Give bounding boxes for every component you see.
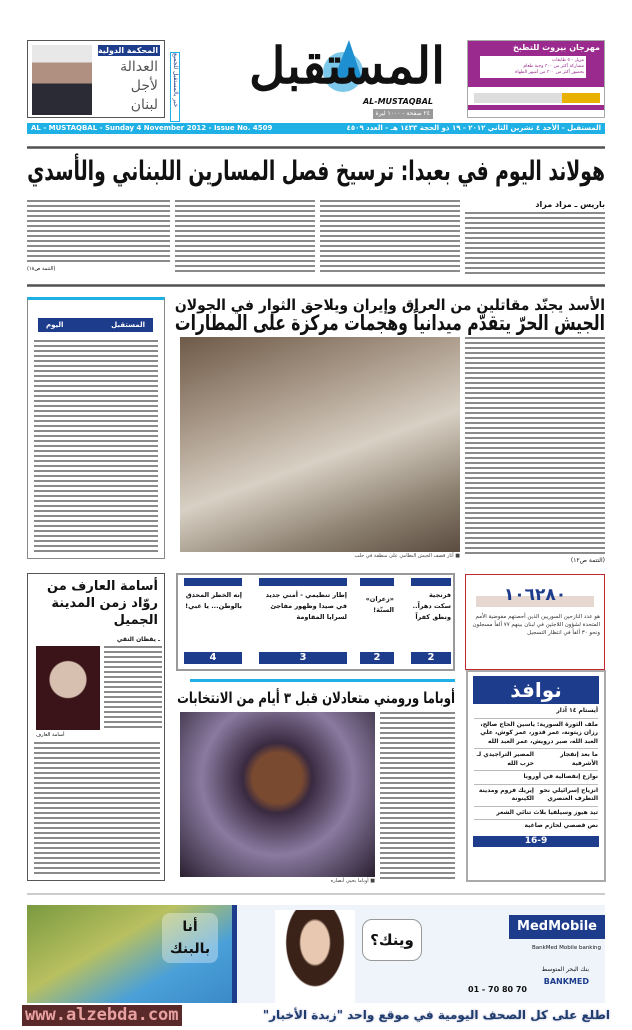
festival-ad[interactable] xyxy=(467,40,605,118)
bubble-2: وينك؟ xyxy=(362,919,422,961)
teaser-page: 2 xyxy=(360,652,394,664)
teaser-page: 2 xyxy=(411,652,451,664)
ad-bullet: بحضور أكثر من ٣٠٠ من أشهر الطهاة xyxy=(514,70,584,75)
ad-strip xyxy=(468,105,604,110)
pages-tag: ٢٤ صفحة - ١٠٠٠ ليرة xyxy=(373,109,433,119)
stat-text: هو عدد النازحين السوريين الذين أحصتهم مفوضية الأمم المتحدة لشؤون اللاجئين في لبنان بينهم ٧٧ ألفاً مسجلون ونحو ٣٠ ألفاً في انتظار التسجيل xyxy=(472,614,600,636)
teaser-page: 3 xyxy=(259,652,347,664)
medmobile-brand: MedMobile xyxy=(509,915,605,939)
ad-title: مهرجان بيروت للتطبخ xyxy=(513,43,600,52)
teaser-item[interactable] xyxy=(360,578,394,666)
nawafidh-item[interactable]: انزياح إسرائيلي نحو التطرف العنصري xyxy=(539,786,598,802)
stat-number: ١٠٦٢٨٠ xyxy=(476,583,594,607)
syria-headline: الجيش الحرّ يتقدّم ميدانياً وهجمات مركزة على المطارات xyxy=(174,311,605,335)
arif-text xyxy=(104,646,162,730)
arif-box xyxy=(27,573,165,881)
date-bar xyxy=(27,123,605,134)
date-en: AL - MUSTAQBAL - Sunday 4 November 2012 - Issue No. 4509 xyxy=(31,124,273,132)
ad-bullets xyxy=(480,56,586,78)
teaser-page: 4 xyxy=(184,652,242,664)
site-link[interactable]: www.alzebda.com xyxy=(22,1005,182,1026)
footer-promo: اطلع على كل الصحف اليومية في موقع واحد "زبدة الأخبار" xyxy=(262,1008,610,1022)
teaser-item[interactable] xyxy=(259,578,347,666)
divider xyxy=(27,284,605,287)
nawafidh-item[interactable]: أيستام ١٤ آذار xyxy=(474,705,598,719)
today-banner xyxy=(38,318,153,332)
ad-bullet: مزيل - ٥ طابقات xyxy=(552,58,584,63)
lead-column xyxy=(465,212,605,274)
nawafidh-box xyxy=(466,670,606,882)
nawafidh-title: نوافذ xyxy=(473,676,599,704)
obama-column xyxy=(380,712,455,882)
teaser-item[interactable] xyxy=(411,578,451,666)
logo-arabic: المستقبل xyxy=(249,36,445,95)
today-title: المستقبل xyxy=(111,321,145,329)
lead-column xyxy=(27,200,170,262)
obama-caption: ■ أوباما يحيي أنصاره xyxy=(330,878,375,884)
sponsor-logos xyxy=(474,93,600,103)
obama-photo xyxy=(180,712,375,877)
logo-english: AL-MUSTAQBAL xyxy=(362,97,433,106)
slogan-line: العدالة xyxy=(120,59,158,75)
arif-text xyxy=(34,742,160,876)
date-ar: المستقبل - الأحد ٤ تشرين الثاني ٢٠١٢ - ١٩ ذو الحجة ١٤٣٣ هـ - العدد ٤٥٠٩ xyxy=(346,124,601,132)
ad-header xyxy=(468,41,604,87)
ad-tagline: BankMed Mobile banking xyxy=(531,945,601,951)
nawafidh-item[interactable]: ملف الثورة السورية: ياسين الحاج صالح، رزان زيتونة، عمر قدور، عمر كوش، علي العبد الله، صبر درويش، عمر العبد الله xyxy=(474,719,598,750)
logo xyxy=(185,36,445,122)
teaser-text: فرنجية سكت دهراً.. ونطق كفراً xyxy=(412,591,451,621)
divider xyxy=(190,679,455,682)
syria-subhead: الأسد يجنّد مقاتلين من العراق وإيران ويلاحق الثوار في الجولان xyxy=(174,296,605,314)
hariri-photo xyxy=(32,45,92,115)
syria-column xyxy=(465,337,605,555)
bank-name-en: BANKMED xyxy=(543,977,589,986)
syria-photo xyxy=(180,337,460,552)
today-text xyxy=(34,340,158,555)
tribunal-box xyxy=(27,40,165,118)
syria-caption: ■ آثار قصف الجيش النظامي على منطقة في حلب xyxy=(354,553,460,559)
arif-caption: أسامة العارف xyxy=(36,732,65,738)
today-subtitle: اليوم xyxy=(46,321,64,329)
arif-photo xyxy=(36,646,100,730)
lead-column xyxy=(320,200,460,274)
tribunal-label: المحكمة الدولية xyxy=(98,46,159,55)
nawafidh-item[interactable]: نص قصصي لحازم صاغية xyxy=(524,822,598,829)
nawafidh-item[interactable]: إيريك فروم ومدينة الكينونة xyxy=(478,786,534,802)
arif-byline: ـ يقظان التقي xyxy=(116,636,160,643)
teaser-text: إطار تنظيمي - أمني جديد في صيدا وظهور مفاجئ لسرايا المقاومة xyxy=(265,591,347,621)
divider xyxy=(27,146,605,149)
bubble-1: أنا بالبنك xyxy=(162,913,218,963)
nawafidh-item[interactable]: المصير التراجيدي لـ حزب الله xyxy=(476,751,534,767)
obama-headline: أوباما ورومني متعادلان قبل ٣ أيام من الانتخابات xyxy=(177,689,455,707)
arif-headline: أسامة العارف من روّاد زمن المدينة الجميل xyxy=(47,579,158,628)
nawafidh-pages: 16-9 xyxy=(473,836,599,847)
lead-headline: هولاند اليوم في بعبدا: ترسيخ فصل المسارين اللبناني والأسدي xyxy=(27,156,605,187)
divider xyxy=(27,893,605,895)
tribunal-slogan xyxy=(120,58,158,115)
bankmed-ad[interactable] xyxy=(27,905,605,1003)
lead-byline: باريس ـ مراد مراد xyxy=(535,200,605,209)
nawafidh-item[interactable]: ما بعد إنفجار الأشرفية xyxy=(560,751,598,767)
nawafidh-list xyxy=(468,704,604,834)
today-box xyxy=(27,297,165,559)
nawafidh-item[interactable]: نوازع إنفصالية في أوروبا xyxy=(474,771,598,785)
slogan-line: لبنان xyxy=(130,97,158,113)
ad-photo-woman xyxy=(275,910,355,1003)
syria-continued: (التتمة ص١٢) xyxy=(570,557,605,564)
number-box xyxy=(465,574,605,670)
vertical-tag: خبر بالمستقبل للجميع xyxy=(170,52,180,122)
lead-column xyxy=(175,200,315,274)
slogan-line: لأجل xyxy=(130,78,158,94)
bank-phone: 01 - 70 80 70 xyxy=(468,985,527,994)
bank-name-ar: بنك البحر المتوسط xyxy=(541,966,589,973)
nawafidh-item[interactable]: تيد هيوز وسيلفيا بلاث تنائي الشعر xyxy=(474,807,598,821)
teaser-text: إنه الخطر المحدق بالوطن... يا غبي! xyxy=(185,591,242,610)
teaser-text: «زعران» السنّة! xyxy=(365,595,394,614)
ad-bullet: مشاركة أكثر من ٣٠٠ وجبة طعام xyxy=(523,64,584,69)
teaser-item[interactable] xyxy=(184,578,242,666)
lead-continued: (التتمة ص١٨) xyxy=(27,266,56,272)
